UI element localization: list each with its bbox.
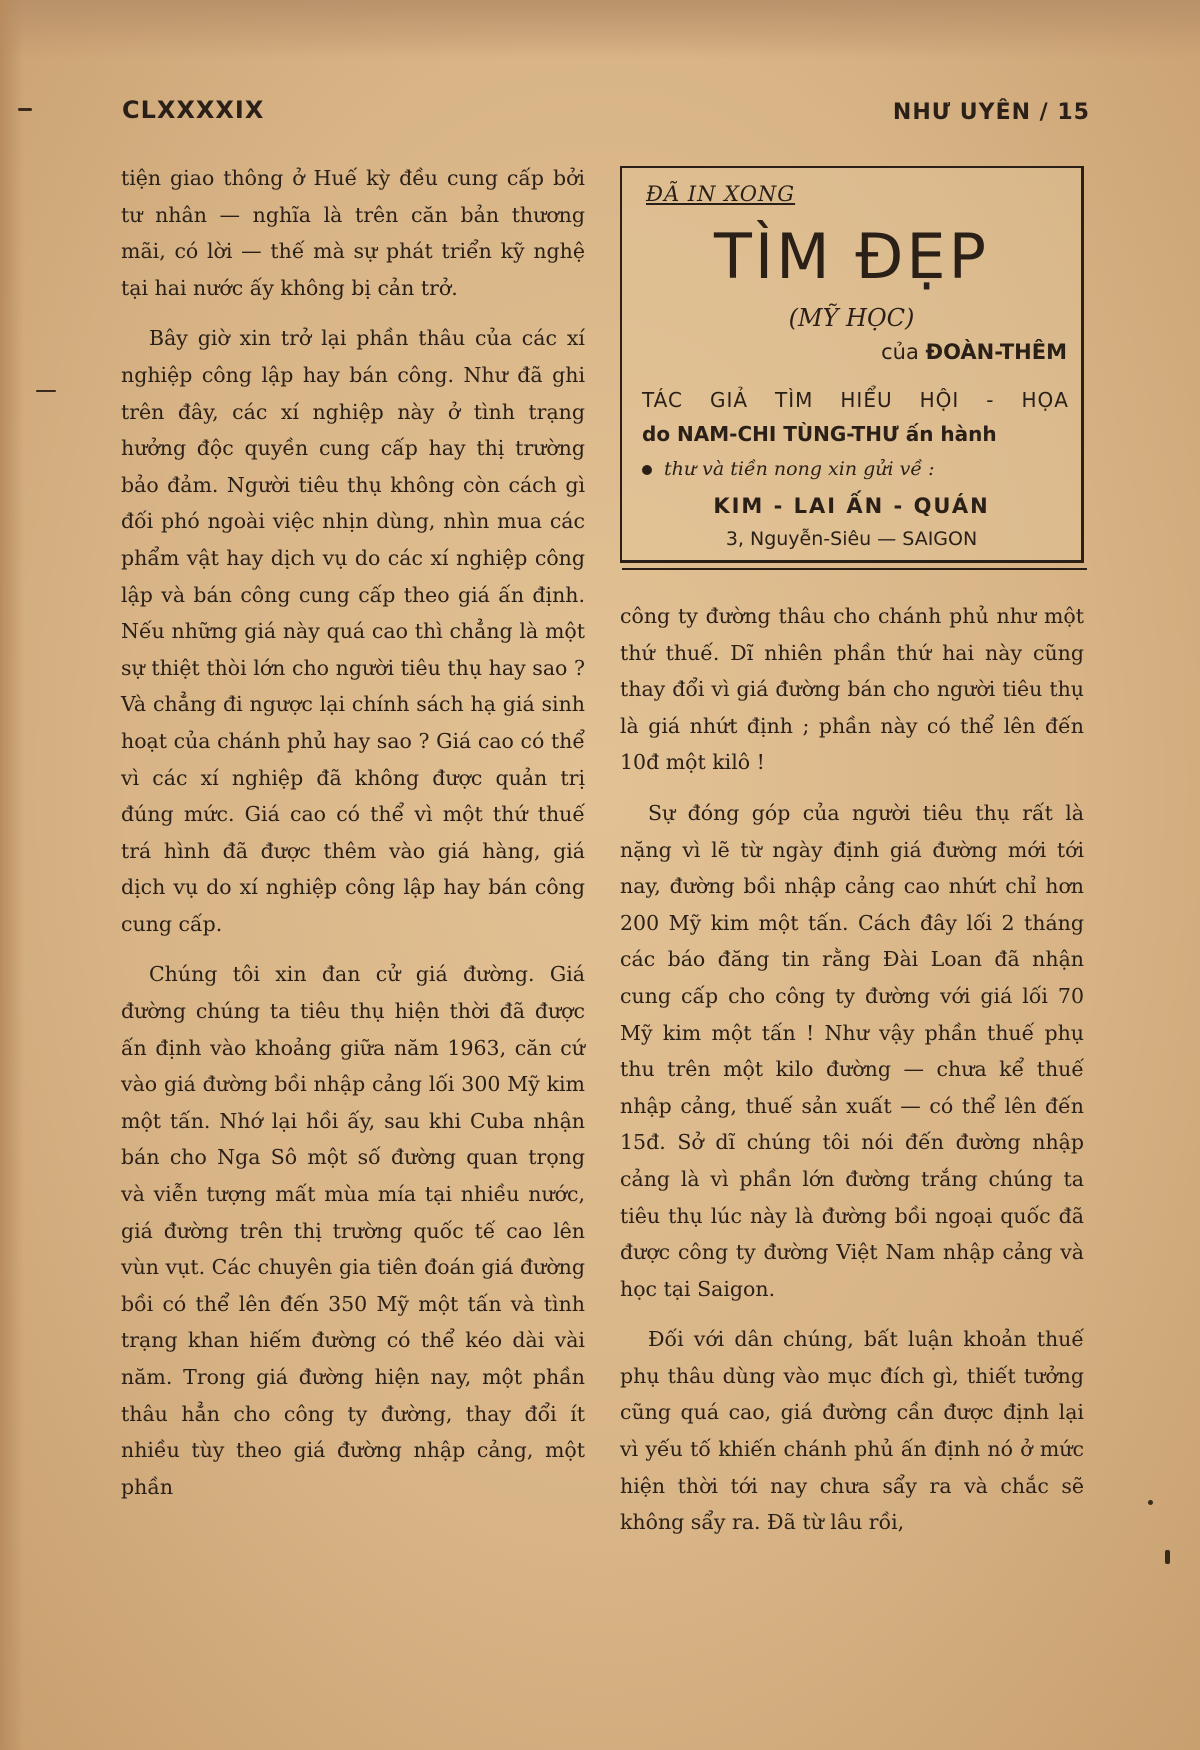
ad-word: HỌA: [1021, 388, 1069, 412]
running-head-right: NHƯ UYÊN / 15: [892, 100, 1090, 125]
ink-speck: [18, 108, 32, 111]
running-head-left: CLXXXXIX: [122, 96, 265, 124]
ad-word: TÁC: [642, 388, 683, 412]
ad-word: -: [986, 388, 995, 412]
ad-word: GIẢ: [709, 388, 749, 412]
ad-author-name: ĐOÀN-THÊM: [925, 340, 1067, 364]
paragraph: Sự đóng góp của người tiêu thụ rất là nặng vì lẽ từ ngày định giá đường mới tới nay, đường bồi nhập cảng cao nhứt chỉ hơn 200 Mỹ kim một tấn. Cách đây lối 2 tháng các báo đăng tin rằng Đài Loan đã nhận cung cấp cho công ty đường với giá lối 70 Mỹ kim một tấn ! Như vậy phần thuế phụ thu trên một kilo đường — chưa kể thuế nhập cảng, thuế sản xuất — có thể lên đến 15đ. Sở dĩ chúng tôi nói đến đường nhập cảng là vì phần lớn đường trắng chúng ta tiêu thụ lúc này là đường bồi ngoại quốc đã được công ty đường Việt Nam nhập cảng và học tại Saigon.: [620, 800, 1084, 1301]
ad-printer-address: 3, Nguyễn-Siêu — SAIGON: [725, 528, 978, 550]
ad-author-prefix: của: [881, 340, 919, 364]
ad-publisher-line: do NAM-CHI TÙNG-THƯ ấn hành: [642, 422, 997, 446]
ink-speck: [36, 390, 56, 392]
ink-speck: [1148, 1500, 1153, 1505]
book-advertisement: [620, 166, 1084, 563]
ink-speck: [1165, 1550, 1170, 1564]
ad-word: TÌM: [775, 388, 814, 412]
ad-book-subtitle: (MỸ HỌC): [788, 304, 915, 332]
left-column: [121, 160, 585, 1519]
ad-word: HỘI: [919, 388, 960, 412]
paragraph: Đối với dân chúng, bất luận khoản thuế phụ thâu dùng vào mục đích gì, thiết tưởng cũng quá cao, giá đường cần được định lại vì yếu tố khiến chánh phủ ấn định nó ở mức hiện thời tới nay chưa sẩy ra và chắc sẽ không sẩy ra. Đã từ lâu rồi,: [620, 1327, 1084, 1535]
paragraph: Chúng tôi xin đan cử giá đường. Giá đường chúng ta tiêu thụ hiện thời đã được ấn định vào khoảng giữa năm 1963, căn cứ vào giá đường bồi nhập cảng lối 300 Mỹ kim một tấn. Nhớ lại hồi ấy, sau khi Cuba nhận bán cho Nga Sô một số đường quan trọng và viễn tượng mất mùa mía tại nhiều nước, giá đường trên thị trường quốc tế cao lên vùn vụt. Các chuyên gia tiên đoán giá đường bồi có thể lên đến 350 Mỹ một tấn và tình trạng khan hiếm đường có thể kéo dài vài năm. Trong giá đường hiện nay, một phần thâu hẳn cho công ty đường, thay đổi ít nhiều tùy theo giá đường nhập cảng, một phần: [121, 962, 585, 1499]
right-column: [620, 598, 1084, 1555]
ad-label: ĐÃ IN XONG: [646, 182, 796, 206]
ad-series-line: [642, 388, 1069, 412]
worn-left-edge: [0, 0, 24, 1750]
paragraph: tiện giao thông ở Huế kỳ đều cung cấp bởi tư nhân — nghĩa là trên căn bản thương mãi, có lời — thế mà sự phát triển kỹ nghệ tại hai nước ấy không bị cản trở.: [121, 166, 585, 300]
ad-contact-text: thư và tiền nong xin gửi về :: [664, 458, 935, 480]
ad-author: [881, 340, 1067, 364]
ad-book-title: TÌM ĐẸP: [714, 220, 989, 293]
ad-contact-line: [642, 458, 1069, 480]
ad-word: HIỂU: [840, 388, 893, 412]
torn-top-edge: [0, 0, 1200, 60]
bullet-icon: [642, 465, 652, 475]
paragraph: Bây giờ xin trở lại phần thâu của các xí nghiệp công lập hay bán công. Như đã ghi trên đây, các xí nghiệp này ở tình trạng hưởng độc quyền cung cấp hay thị trường bảo đảm. Người tiêu thụ không còn cách gì đối phó ngoài việc nhịn dùng, nhìn mua các phẩm vật hay dịch vụ do các xí nghiệp công lập và bán công cung cấp theo giá ấn định. Nếu những giá này quá cao thì chẳng là một sự thiệt thòi lớn cho người tiêu thụ hay sao ? Và chẳng đi ngược lại chính sách hạ giá sinh hoạt của chánh phủ hay sao ? Giá cao có thể vì các xí nghiệp đã không được quản trị đúng mức. Giá cao có thể vì một thứ thuế trá hình đã được thêm vào giá hàng, giá dịch vụ do xí nghiệp công lập hay bán công cung cấp.: [121, 326, 585, 936]
paragraph: công ty đường thâu cho chánh phủ như một thứ thuế. Dĩ nhiên phần thứ hai này cũng thay đổi vì giá đường bán cho người tiêu thụ là giá nhứt định ; phần này có thể lên đến 10đ một kilô !: [620, 604, 1084, 775]
ad-printer-name: KIM - LAI ẤN - QUÁN: [713, 494, 990, 518]
ad-bottom-rule: [622, 568, 1087, 570]
